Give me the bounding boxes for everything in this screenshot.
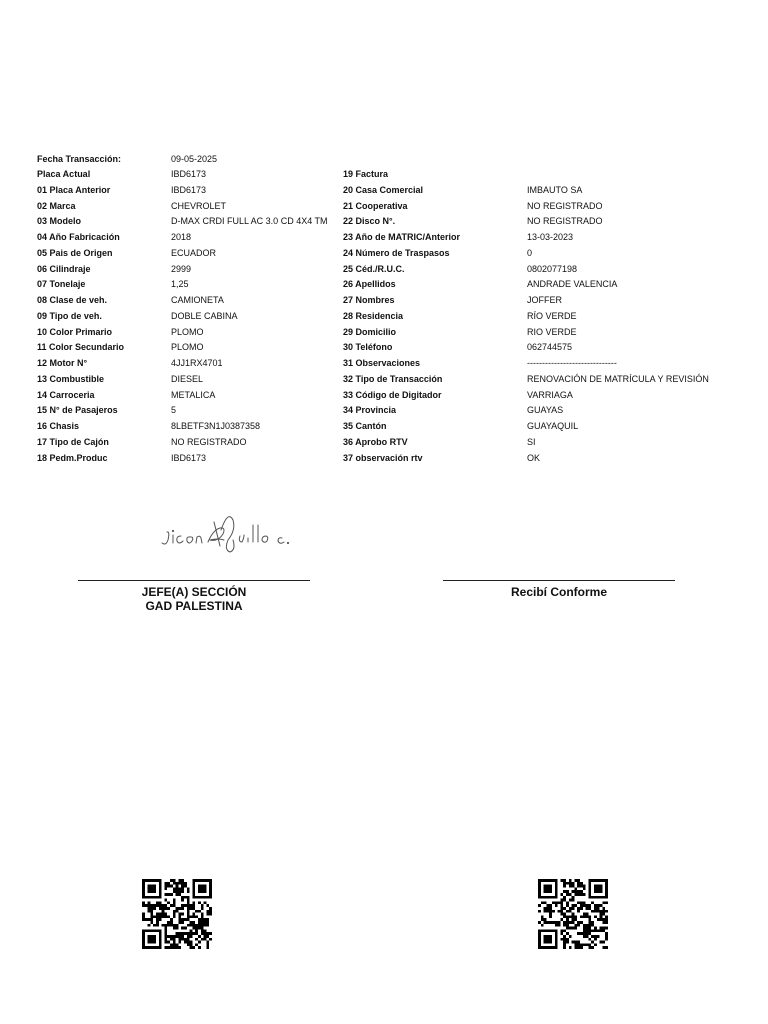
field-label: 28 Residencia [343, 310, 404, 321]
transaction-date-value: 09-05-2025 [171, 154, 218, 164]
field-value: IBD6173 [171, 169, 207, 179]
field-value: 2018 [171, 232, 192, 242]
field-value: GUAYAQUIL [527, 421, 579, 431]
field-value: IBD6173 [171, 184, 207, 195]
field-value: IMBAUTO SA [527, 184, 583, 195]
right-signature-line [443, 580, 675, 581]
field-value: IBD6173 [171, 452, 207, 463]
field-label: 17 Tipo de Cajón [37, 436, 109, 447]
field-label: 36 Aprobo RTV [343, 436, 408, 447]
field-value: CAMIONETA [171, 295, 224, 305]
field-value: 5 [171, 405, 177, 416]
field-value: VARRIAGA [527, 389, 573, 400]
transaction-date-label: Fecha Transacción: [37, 154, 122, 164]
field-label: 33 Código de Digitador [343, 389, 442, 400]
field-value: 13-03-2023 [527, 232, 574, 242]
field-value: 0 [527, 247, 533, 258]
field-label: 22 Disco N°. [343, 216, 396, 227]
field-value: 8LBETF3N1J0387358 [171, 421, 261, 431]
field-value: PLOMO [171, 326, 204, 337]
field-label: 24 Número de Traspasos [343, 247, 450, 258]
field-label: 10 Color Primario [37, 326, 113, 337]
field-label: 25 Céd./R.U.C. [343, 263, 405, 274]
field-label: 07 Tonelaje [37, 279, 86, 290]
left-signature-block [78, 585, 310, 613]
field-value: OK [527, 452, 541, 463]
field-label: 01 Placa Anterior [37, 184, 111, 195]
field-label: 23 Año de MATRIC/Anterior [343, 232, 461, 242]
field-value: 4JJ1RX4701 [171, 358, 223, 368]
field-label: 15 N° de Pasajeros [37, 405, 118, 416]
field-value: METALICA [171, 389, 216, 400]
field-value: ECUADOR [171, 247, 217, 258]
field-label: 03 Modelo [37, 216, 82, 227]
field-value: CHEVROLET [171, 200, 227, 211]
field-value: PLOMO [171, 342, 204, 353]
field-value: NO REGISTRADO [171, 436, 247, 447]
field-label: 19 Factura [343, 169, 389, 179]
qr-code-right [538, 879, 608, 949]
field-value: 062744575 [527, 342, 573, 353]
field-value: DOBLE CABINA [171, 310, 238, 321]
field-label: 12 Motor N° [37, 358, 88, 368]
field-value: DIESEL [171, 373, 204, 384]
field-label: 11 Color Secundario [37, 342, 125, 353]
field-label: 31 Observaciones [343, 358, 421, 368]
field-label: 32 Tipo de Transacción [343, 373, 443, 384]
field-label: 08 Clase de veh. [37, 295, 108, 305]
field-label: Placa Actual [37, 169, 91, 179]
field-label: 13 Combustible [37, 373, 105, 384]
field-label: 29 Domicilio [343, 326, 397, 337]
field-label: 09 Tipo de veh. [37, 310, 102, 321]
field-value: 0802077198 [527, 263, 578, 274]
left-signature-line [78, 580, 310, 581]
field-value: NO REGISTRADO [527, 216, 603, 227]
field-value: ANDRADE VALENCIA [527, 279, 618, 290]
field-value: D-MAX CRDI FULL AC 3.0 CD 4X4 TM [171, 216, 328, 227]
left-signature-subtitle: GAD PALESTINA [145, 599, 243, 613]
field-value: GUAYAS [527, 405, 564, 416]
field-value: RIO VERDE [527, 326, 577, 337]
field-label: 06 Cilindraje [37, 263, 91, 274]
field-label: 14 Carroceria [37, 389, 95, 400]
field-label: 04 Año Fabricación [37, 232, 120, 242]
field-label: 16 Chasis [37, 421, 80, 431]
field-label: 05 Pais de Origen [37, 247, 113, 258]
field-value: 1,25 [171, 279, 189, 290]
field-label: 27 Nombres [343, 295, 395, 305]
field-label: 30 Teléfono [343, 342, 393, 353]
right-signature-title: Recibí Conforme [510, 585, 607, 599]
field-value: SI [527, 436, 536, 447]
field-label: 21 Cooperativa [343, 200, 408, 211]
qr-code-left [142, 879, 212, 949]
field-label: 37 observación rtv [343, 452, 423, 463]
field-label: 20 Casa Comercial [343, 184, 424, 195]
field-label: 18 Pedm.Produc [37, 452, 108, 463]
handwritten-signature [158, 500, 293, 570]
field-value: JOFFER [527, 295, 562, 305]
field-label: 34 Provincia [343, 405, 397, 416]
field-value: 2999 [171, 263, 192, 274]
field-label: 26 Apellidos [343, 279, 396, 290]
field-value: RÍO VERDE [527, 310, 577, 321]
left-signature-title: JEFE(A) SECCIÓN [141, 585, 247, 599]
field-value: NO REGISTRADO [527, 200, 603, 211]
field-label: 35 Cantón [343, 421, 387, 431]
field-value: RENOVACIÓN DE MATRÍCULA Y REVISIÓN [527, 373, 709, 384]
field-value: ------------------------------ [527, 358, 617, 368]
field-label: 02 Marca [37, 200, 76, 211]
